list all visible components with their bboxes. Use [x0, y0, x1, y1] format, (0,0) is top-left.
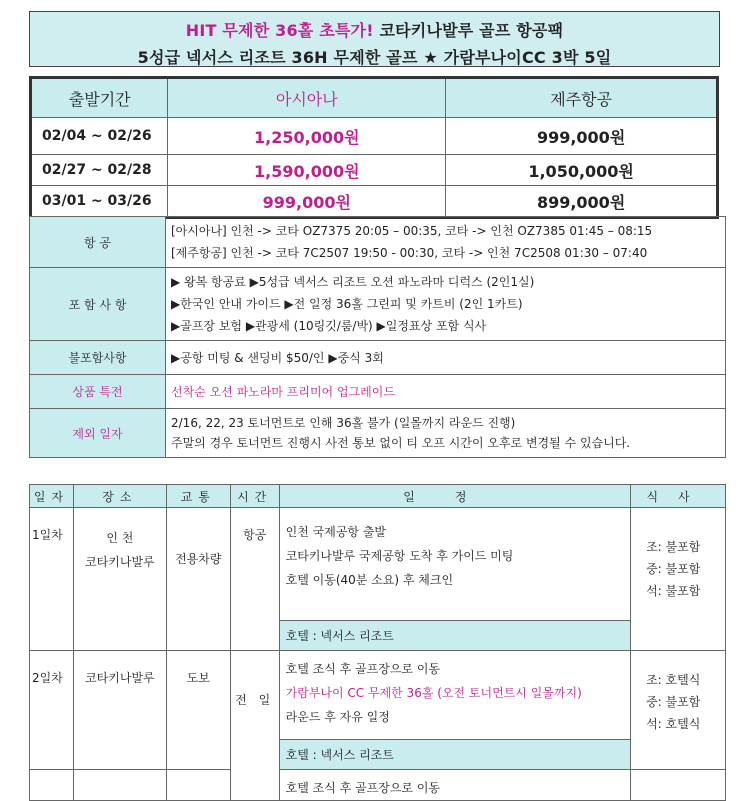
- include-label: 포 함 사 항: [30, 268, 166, 341]
- title-highlight: HIT 무제한 36홀 초특가!: [185, 21, 374, 40]
- except-details: [166, 409, 726, 458]
- price-header-period: 출발기간: [31, 78, 168, 118]
- day-place: [73, 508, 166, 651]
- info-row-flight: [30, 217, 726, 268]
- price-header-jeju: 제주항공: [446, 78, 718, 118]
- day-meals: [631, 508, 726, 651]
- special-details: 선착순 오션 파노라마 프리미어 업그레이드: [166, 375, 726, 409]
- place-line: 인 천: [106, 531, 134, 545]
- flight-label: 항 공: [30, 217, 166, 268]
- price-period: 02/27 ~ 02/28: [31, 155, 168, 186]
- schedule-header-meal: 식사: [631, 485, 726, 508]
- flight-details: [166, 217, 726, 268]
- meal-dinner: 석: 불포함: [646, 584, 701, 598]
- schedule-header-place: 장소: [73, 485, 166, 508]
- schedule-header-row: [30, 485, 726, 508]
- except-label: 제외 일자: [30, 409, 166, 458]
- meal-breakfast: 조: 호텔식: [646, 673, 701, 687]
- schedule-header-time: 시간: [230, 485, 279, 508]
- schedule-item: 인천 국제공항 출발: [285, 525, 387, 539]
- day-place: [73, 770, 166, 801]
- price-period: 03/01 ~ 03/26: [31, 186, 168, 218]
- flight-line-asiana: [아시아나] 인천 -> 코타 OZ7375 20:05 – 00:35, 코타 -> 인천 OZ7385 01:45 – 08:15: [171, 224, 653, 238]
- schedule-item: 코타키나발루 국제공항 도착 후 가이드 미팅: [285, 549, 514, 563]
- include-details: [166, 268, 726, 341]
- schedule-table: [29, 484, 726, 801]
- except-line: 주말의 경우 토너먼트 진행시 사전 통보 없이 티 오프 시간이 오후로 변경될 수 있습니다.: [171, 436, 631, 450]
- info-row-except: [30, 409, 726, 458]
- include-line: ▶한국인 안내 가이드 ▶전 일정 36홀 그린피 및 카트비 (2인 1카트): [171, 297, 523, 311]
- price-row: [31, 118, 718, 155]
- day-label: 2일차: [30, 651, 74, 770]
- schedule-header-plan: 일정: [279, 485, 630, 508]
- price-asiana: 999,000원: [168, 186, 446, 218]
- day-meals: [631, 770, 726, 801]
- include-line: ▶골프장 보험 ▶관광세 (10링깃/룸/박) ▶일정표상 포함 식사: [171, 319, 487, 333]
- info-row-special: [30, 375, 726, 409]
- title-line-2: 5성급 넥서스 리조트 36H 무제한 골프 ★ 가람부나이CC 3박 5일: [137, 48, 612, 67]
- schedule-header-day: 일자: [30, 485, 74, 508]
- schedule-day-3: [30, 770, 726, 801]
- schedule-header-transport: 교통: [166, 485, 230, 508]
- hotel-line: 호텔 : 넥서스 리조트: [279, 621, 630, 651]
- info-row-exclude: [30, 341, 726, 375]
- day-items: [279, 508, 630, 621]
- price-asiana: 1,590,000원: [168, 155, 446, 186]
- price-jeju: 1,050,000원: [446, 155, 718, 186]
- day-time: 전 일: [230, 651, 279, 801]
- price-asiana: 1,250,000원: [168, 118, 446, 155]
- meal-lunch: 중: 불포함: [646, 562, 701, 576]
- price-jeju: 999,000원: [446, 118, 718, 155]
- price-jeju: 899,000원: [446, 186, 718, 218]
- include-line: ▶ 왕복 항공료 ▶5성급 넥서스 리조트 오션 파노라마 디럭스 (2인1실): [171, 275, 535, 289]
- exclude-label: 불포함사항: [30, 341, 166, 375]
- day-transport: [166, 770, 230, 801]
- day-label: [30, 770, 74, 801]
- schedule-item: 라운드 후 자유 일정: [285, 710, 390, 724]
- price-row: [31, 186, 718, 218]
- day-time: 항공: [230, 508, 279, 651]
- day-meals: [631, 651, 726, 770]
- price-row: [31, 155, 718, 186]
- title-rest: 코타키나발루 골프 항공팩: [373, 21, 564, 40]
- special-label: 상품 특전: [30, 375, 166, 409]
- title-line-1: [30, 18, 719, 41]
- day-label: 1일차: [30, 508, 74, 651]
- schedule-item: 호텔 이동(40분 소요) 후 체크인: [285, 573, 454, 587]
- meal-lunch: 중: 불포함: [646, 695, 701, 709]
- day-transport: 전용차량: [166, 508, 230, 651]
- exclude-details: ▶공항 미팅 & 샌딩비 $50/인 ▶중식 3회: [166, 341, 726, 375]
- schedule-day-2: [30, 651, 726, 740]
- price-period: 02/04 ~ 02/26: [31, 118, 168, 155]
- day-items: [279, 651, 630, 740]
- meal-breakfast: 조: 불포함: [646, 540, 701, 554]
- hotel-line: 호텔 : 넥서스 리조트: [279, 739, 630, 769]
- schedule-item: 호텔 조식 후 골프장으로 이동: [285, 662, 441, 676]
- info-table: [29, 216, 726, 458]
- price-table: [29, 76, 719, 219]
- info-row-include: [30, 268, 726, 341]
- day-transport: 도보: [166, 651, 230, 770]
- day-items: 호텔 조식 후 골프장으로 이동: [279, 770, 630, 801]
- price-header-asiana: 아시아나: [168, 78, 446, 118]
- schedule-item-highlight: 가람부나이 CC 무제한 36홀 (오전 토너먼트시 일몰까지): [285, 686, 582, 700]
- place-line: 코타키나발루: [85, 555, 155, 569]
- except-line: 2/16, 22, 23 토너먼트로 인해 36홀 불가 (일몰까지 라운드 진행): [171, 416, 516, 430]
- schedule-day-1: [30, 508, 726, 621]
- title-banner: [29, 11, 720, 67]
- flight-line-jeju: [제주항공] 인천 -> 코타 7C2507 19:50 - 00:30, 코타 -> 인천 7C2508 01:30 – 07:40: [171, 246, 648, 260]
- day-place: 코타키나발루: [73, 651, 166, 770]
- meal-dinner: 석: 호텔식: [646, 717, 701, 731]
- price-header-row: [31, 78, 718, 118]
